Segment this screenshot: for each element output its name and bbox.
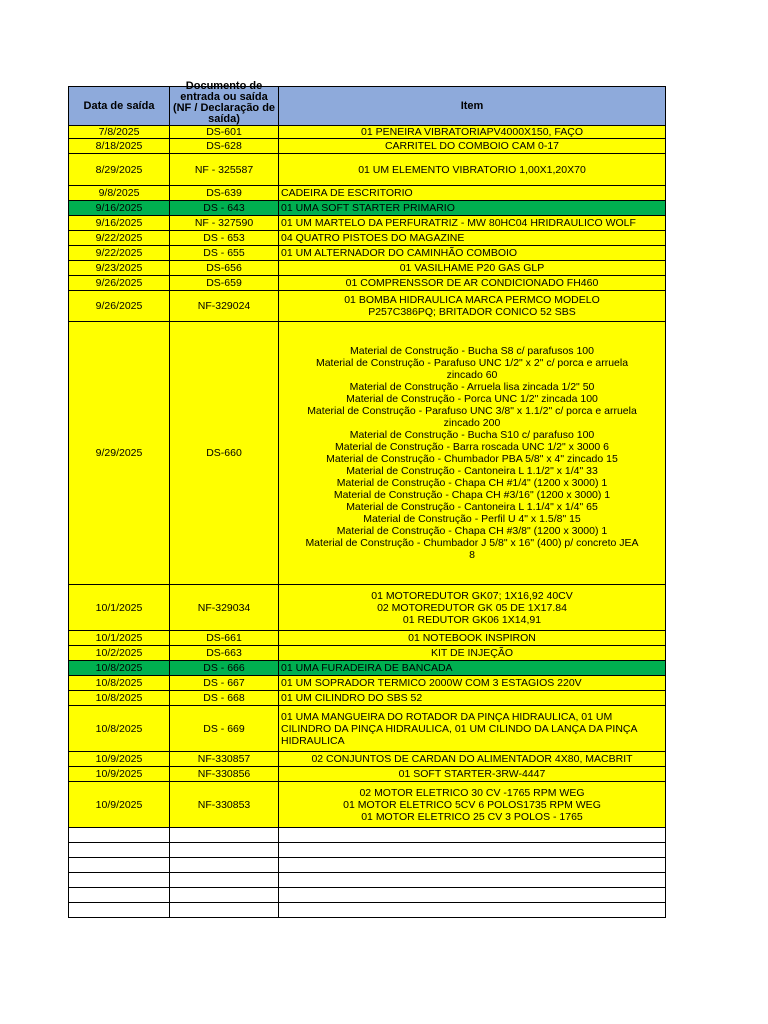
cell-date[interactable]: 10/8/2025 [69,676,170,691]
table-row [69,843,666,858]
cell-date[interactable] [69,888,170,903]
cell-doc[interactable]: NF-330856 [170,767,279,782]
shipment-table [68,80,666,918]
cell-doc[interactable] [170,858,279,873]
cell-item[interactable]: 02 CONJUNTOS DE CARDAN DO ALIMENTADOR 4X80, MACBRIT [279,752,666,767]
cell-doc[interactable] [170,843,279,858]
cell-doc[interactable]: NF-329024 [170,291,279,322]
header-doc-label: Documento de entrada ou saída (NF / Declaração de saída) [172,80,276,125]
table-row [69,767,666,782]
cell-doc[interactable]: NF-330853 [170,782,279,828]
cell-date[interactable] [69,828,170,843]
cell-item[interactable]: 01 UM CILINDRO DO SBS 52 [279,691,666,706]
cell-item[interactable]: Material de Construção - Bucha S8 c/ parafusos 100 Material de Construção - Parafuso UNC 1/2" x 2" c/ porca e arruela zincado 60 Material de Construção - Arruela lisa zincada 1/2" 50 Material de Construção - Porca UNC 1/2" zincada 100 Material de Construção - Parafuso UNC 3/8" x 1.1/2" c/ porca e arruela zincado 200 Material de Construção - Bucha S10 c/ parafuso 100 Material de Construção - Barra roscada UNC 1/2" x 3000 6 Material de Construção - Chumbador PBA 5/8" x 4" zincado 15 Material de Construção - Cantoneira L 1.1/2" x 1/4" 33 Material de Construção - Chapa CH #1/4" (1200 x 3000) 1 Material de Construção - Chapa CH #3/16" (1200 x 3000) 1 Material de Construção - Cantoneira L 1.1/4" x 1/4" 65 Material de Construção - Perfil U 4" x 1.5/8" 15 Material de Construção - Chapa CH #3/8" (1200 x 3000) 1 Material de Construção - Chumbador J 5/8" x 16" (400) p/ concreto JEA 8 [279,322,666,585]
cell-doc[interactable] [170,888,279,903]
table-row [69,782,666,828]
cell-doc[interactable]: DS - 655 [170,246,279,261]
cell-date[interactable] [69,903,170,918]
table-row [69,216,666,231]
table-row [69,154,666,186]
table-row [69,261,666,276]
header-doc[interactable] [170,80,279,126]
table-row [69,676,666,691]
table-row [69,246,666,261]
table-row [69,631,666,646]
cell-item[interactable]: CARRITEL DO COMBOIO CAM 0-17 [279,139,666,154]
table-row [69,126,666,139]
cell-doc[interactable]: DS-656 [170,261,279,276]
cell-date[interactable]: 8/29/2025 [69,154,170,186]
table-row [69,888,666,903]
table-row [69,646,666,661]
cell-doc[interactable]: DS-660 [170,322,279,585]
cell-date[interactable]: 8/18/2025 [69,139,170,154]
table-row [69,661,666,676]
table-row [69,903,666,918]
cell-item[interactable]: 01 NOTEBOOK INSPIRON [279,631,666,646]
cell-doc[interactable]: DS-659 [170,276,279,291]
cell-date[interactable]: 10/8/2025 [69,691,170,706]
cell-item[interactable]: 01 UM ELEMENTO VIBRATORIO 1,00X1,20X70 [279,154,666,186]
cell-date[interactable]: 9/23/2025 [69,261,170,276]
cell-item[interactable] [279,888,666,903]
table-row [69,691,666,706]
cell-date[interactable]: 10/2/2025 [69,646,170,661]
cell-item[interactable]: 01 BOMBA HIDRAULICA MARCA PERMCO MODELO P257C386PQ; BRITADOR CONICO 52 SBS [279,291,666,322]
cell-date[interactable]: 9/26/2025 [69,276,170,291]
cell-date[interactable]: 10/8/2025 [69,706,170,752]
cell-doc[interactable]: DS - 669 [170,706,279,752]
cell-doc[interactable]: DS - 666 [170,661,279,676]
table-row [69,139,666,154]
cell-doc[interactable]: DS-601 [170,126,279,139]
cell-doc[interactable]: DS - 668 [170,691,279,706]
cell-item[interactable]: KIT DE INJEÇÃO [279,646,666,661]
cell-date[interactable]: 9/16/2025 [69,216,170,231]
cell-item[interactable]: 01 SOFT STARTER-3RW-4447 [279,767,666,782]
cell-doc[interactable]: DS - 667 [170,676,279,691]
cell-date[interactable] [69,858,170,873]
cell-doc[interactable]: NF - 325587 [170,154,279,186]
header-date[interactable]: Data de saída [69,87,170,126]
cell-date[interactable] [69,843,170,858]
cell-doc[interactable] [170,903,279,918]
cell-item[interactable] [279,903,666,918]
cell-item[interactable] [279,858,666,873]
cell-doc[interactable] [170,873,279,888]
cell-doc[interactable]: DS-639 [170,186,279,201]
cell-doc[interactable]: DS - 643 [170,201,279,216]
cell-date[interactable]: 10/1/2025 [69,585,170,631]
cell-item[interactable]: 01 UM ALTERNADOR DO CAMINHÃO COMBOIO [279,246,666,261]
table-row [69,276,666,291]
cell-date[interactable]: 9/22/2025 [69,231,170,246]
cell-item[interactable]: 01 PENEIRA VIBRATORIAPV4000X150, FAÇO [279,126,666,139]
cell-item[interactable] [279,873,666,888]
cell-item[interactable]: 01 MOTOREDUTOR GK07; 1X16,92 40CV 02 MOTOREDUTOR GK 05 DE 1X17.84 01 REDUTOR GK06 1X14,91 [279,585,666,631]
cell-item[interactable]: 01 UM SOPRADOR TERMICO 2000W COM 3 ESTAGIOS 220V [279,676,666,691]
cell-item[interactable]: 01 VASILHAME P20 GAS GLP [279,261,666,276]
cell-date[interactable]: 10/1/2025 [69,631,170,646]
cell-item[interactable]: CADEIRA DE ESCRITORIO [279,186,666,201]
cell-item[interactable]: 01 UMA FURADEIRA DE BANCADA [279,661,666,676]
table-body [69,126,666,918]
table-row [69,752,666,767]
cell-date[interactable] [69,873,170,888]
table-row [69,706,666,752]
cell-date[interactable]: 10/8/2025 [69,661,170,676]
cell-date[interactable]: 9/8/2025 [69,186,170,201]
cell-item[interactable] [279,828,666,843]
cell-doc[interactable]: NF - 327590 [170,216,279,231]
table-row [69,873,666,888]
cell-item[interactable]: 01 UMA SOFT STARTER PRIMARIO [279,201,666,216]
cell-date[interactable]: 9/26/2025 [69,291,170,322]
header-row [69,87,666,126]
table-row [69,858,666,873]
cell-date[interactable]: 9/16/2025 [69,201,170,216]
cell-item[interactable]: 01 COMPRENSSOR DE AR CONDICIONADO FH460 [279,276,666,291]
cell-doc[interactable]: DS - 653 [170,231,279,246]
table-row [69,322,666,585]
header-item[interactable]: Item [279,87,666,126]
cell-doc[interactable]: NF-330857 [170,752,279,767]
table-row [69,201,666,216]
table-row [69,186,666,201]
cell-doc[interactable]: DS-663 [170,646,279,661]
cell-item[interactable] [279,843,666,858]
table-row [69,291,666,322]
cell-item[interactable]: 01 UMA MANGUEIRA DO ROTADOR DA PINÇA HIDRAULICA, 01 UM CILINDRO DA PINÇA HIDRAULICA, 01 UM CILINDO DA LANÇA DA PINÇA HIDRAULICA [279,706,666,752]
table-row [69,828,666,843]
cell-date[interactable]: 10/9/2025 [69,782,170,828]
cell-item[interactable]: 02 MOTOR ELETRICO 30 CV -1765 RPM WEG 01 MOTOR ELETRICO 5CV 6 POLOS1735 RPM WEG 01 MOTOR ELETRICO 25 CV 3 POLOS - 1765 [279,782,666,828]
cell-date[interactable]: 9/29/2025 [69,322,170,585]
cell-item[interactable]: 04 QUATRO PISTOES DO MAGAZINE [279,231,666,246]
cell-doc[interactable] [170,828,279,843]
cell-date[interactable]: 10/9/2025 [69,767,170,782]
cell-doc[interactable]: NF-329034 [170,585,279,631]
cell-date[interactable]: 10/9/2025 [69,752,170,767]
cell-doc[interactable]: DS-661 [170,631,279,646]
table-row [69,231,666,246]
table-row [69,585,666,631]
cell-item[interactable]: 01 UM MARTELO DA PERFURATRIZ - MW 80HC04 HRIDRAULICO WOLF [279,216,666,231]
cell-doc[interactable]: DS-628 [170,139,279,154]
cell-date[interactable]: 9/22/2025 [69,246,170,261]
cell-date[interactable]: 7/8/2025 [69,126,170,139]
